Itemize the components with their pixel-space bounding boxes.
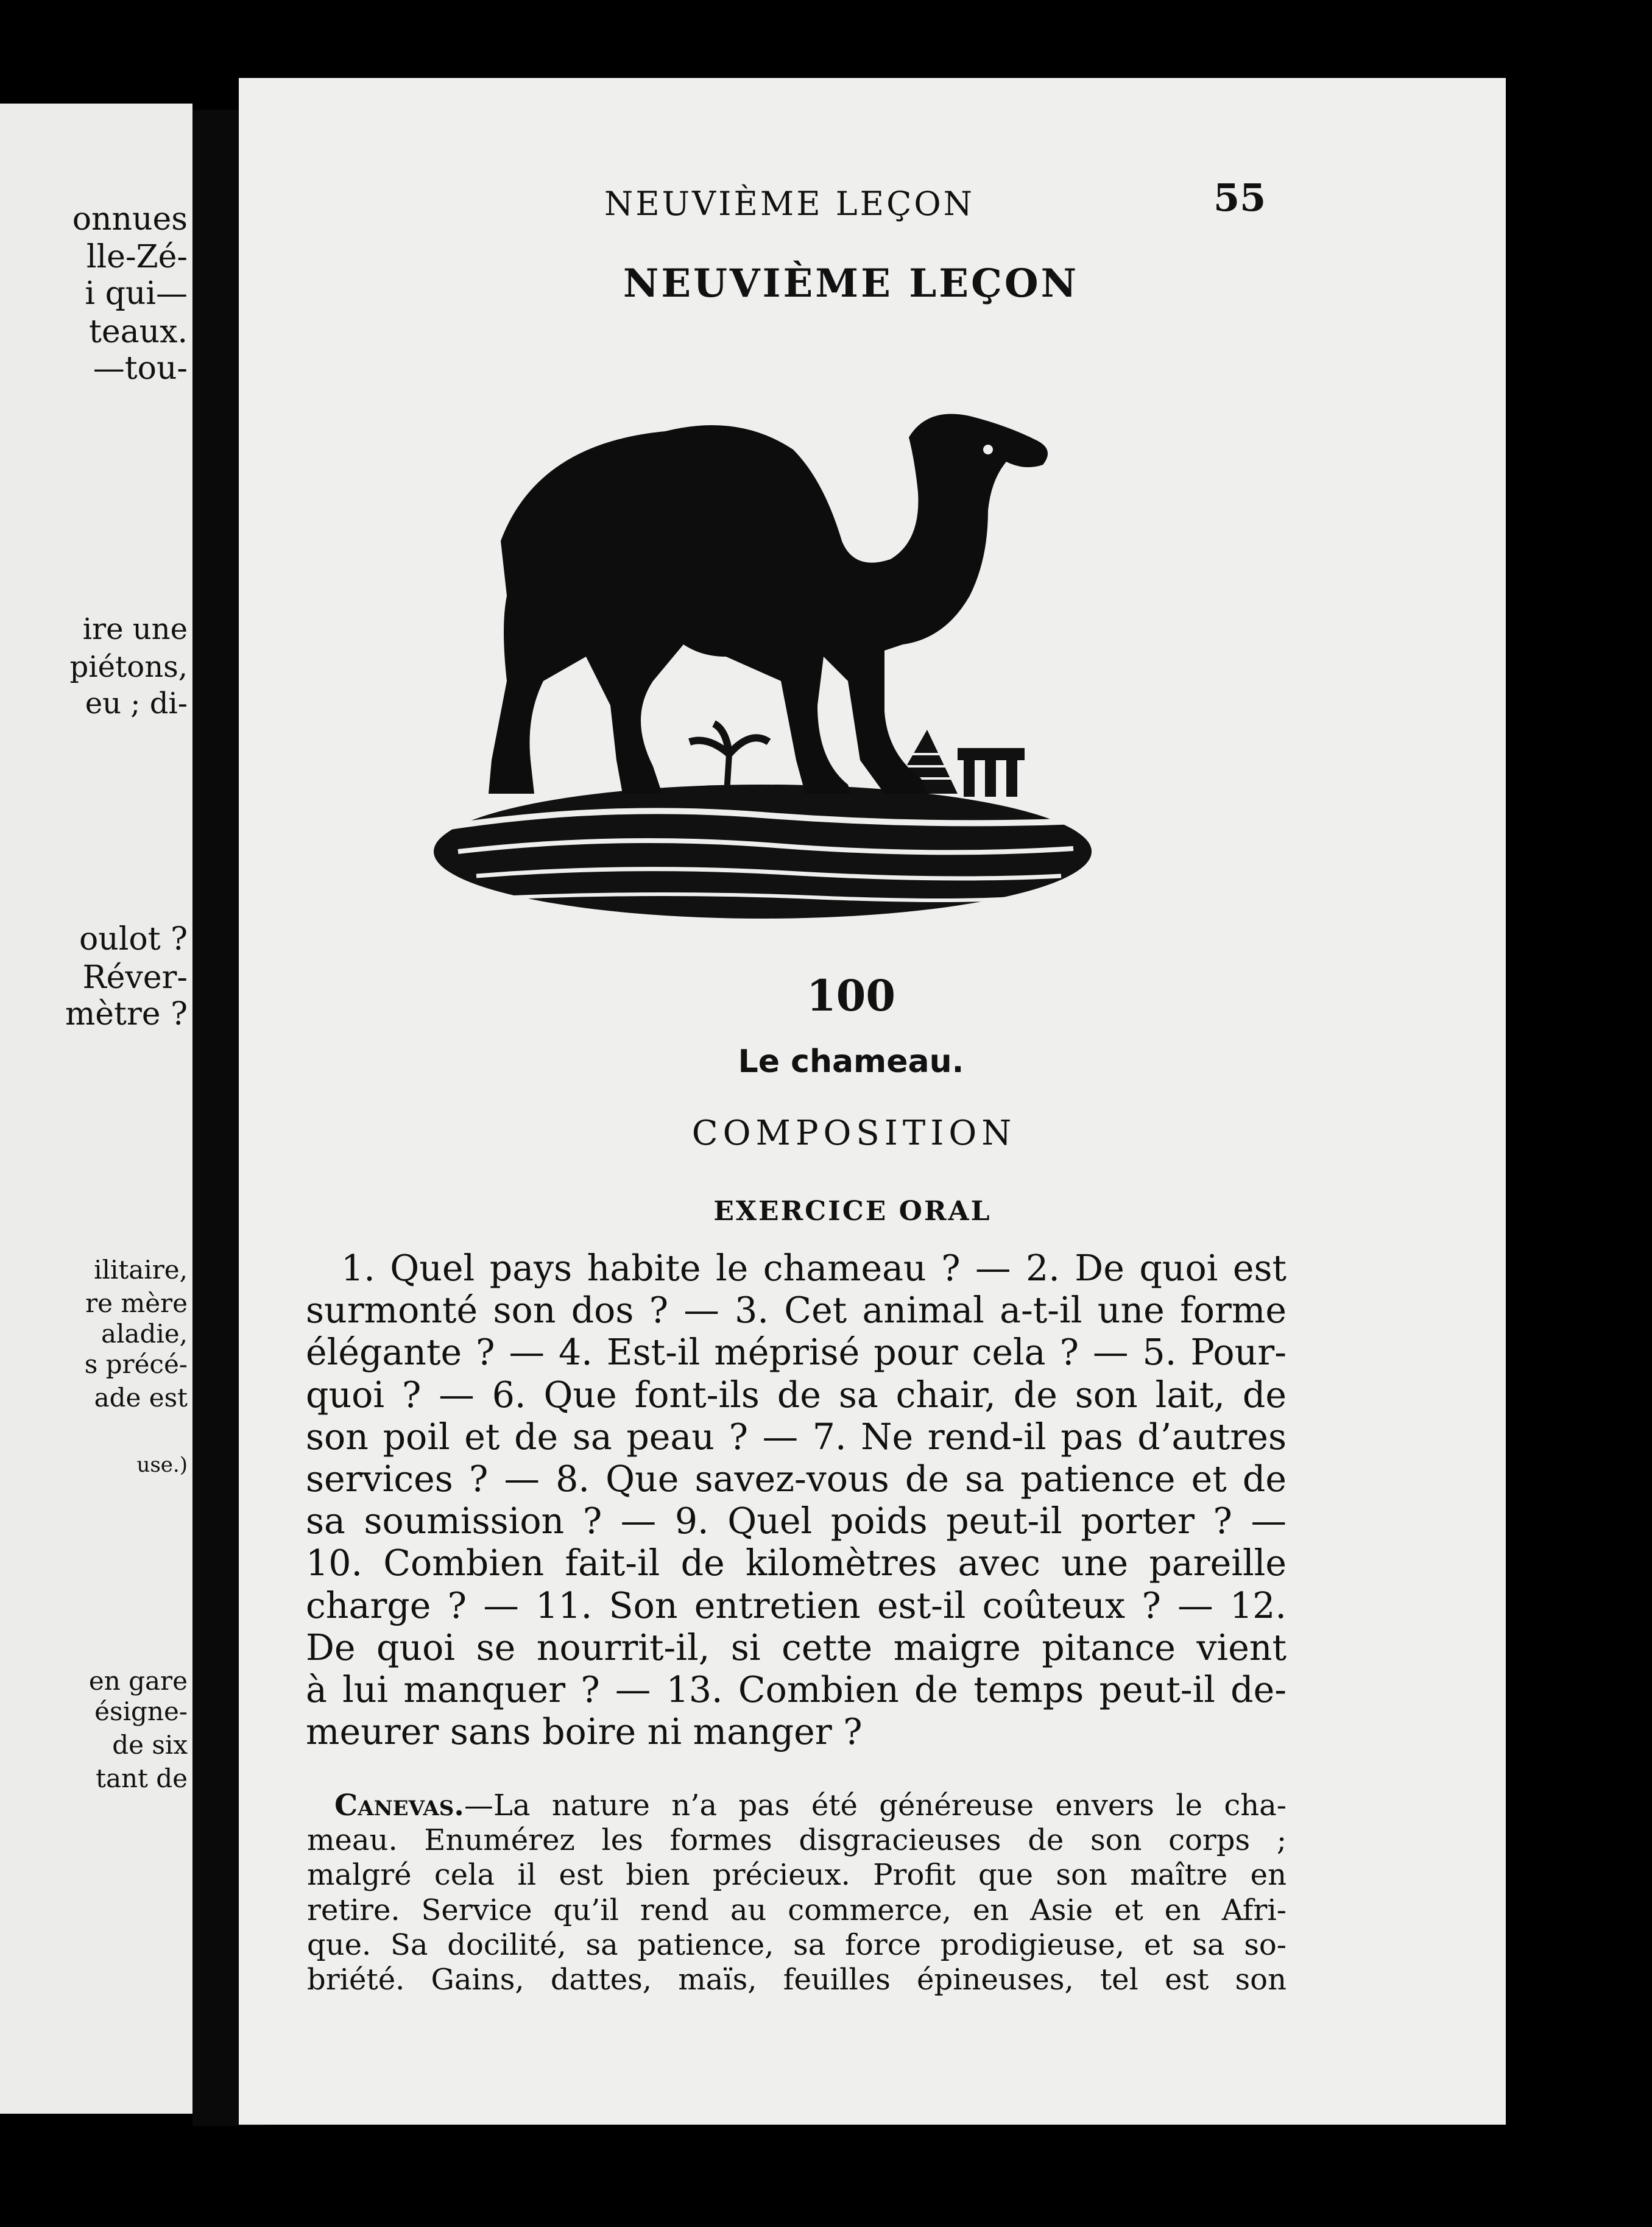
facing-page-line: piétons, (69, 650, 188, 684)
text-line: quoi ? — 6. Que font-ils de sa chair, de son lait, de (306, 1374, 1287, 1416)
text-line: sa soumission ? — 9. Quel poids peut-il porter ? — (306, 1500, 1287, 1542)
text-line: 1. Quel pays habite le chameau ? — 2. De quoi est (341, 1248, 1287, 1289)
canevas-text: —La nature n’a pas été généreuse envers le cha- (464, 1788, 1287, 1823)
facing-page-line: mètre ? (65, 996, 188, 1032)
facing-page-line: lle-Zé- (86, 239, 188, 275)
facing-page-line: i qui— (85, 275, 188, 312)
canevas-label: Canevas. (334, 1788, 464, 1823)
facing-page-line: —tou- (93, 350, 188, 387)
book-page (239, 78, 1506, 2125)
text-line: meau. Enumérez les formes disgracieuses de son corps ; (307, 1823, 1287, 1858)
running-head: NEUVIÈME LEÇON (604, 185, 975, 223)
exercise-number: 100 (806, 970, 896, 1021)
facing-page-line: en gare (88, 1666, 188, 1696)
facing-page-line: eu ; di- (85, 686, 188, 721)
text-line: que. Sa docilité, sa patience, sa force prodigieuse, et sa so- (307, 1927, 1287, 1962)
text-line: élégante ? — 4. Est-il méprisé pour cela ? — 5. Pour- (306, 1332, 1287, 1374)
text-line: De quoi se nourrit-il, si cette maigre pitance vient (306, 1626, 1287, 1668)
facing-page-line: re mère (85, 1288, 188, 1318)
text-line: malgré cela il est bien précieux. Profit que son maître en (307, 1858, 1287, 1893)
facing-page-line: Réver- (82, 959, 188, 996)
canevas-paragraph (307, 1788, 1287, 1997)
text-line: son poil et de sa peau ? — 7. Ne rend-il pas d’autres (306, 1416, 1287, 1458)
facing-page-line: ilitaire, (94, 1255, 188, 1285)
text-line: charge ? — 11. Son entretien est-il coûteux ? — 12. (306, 1584, 1287, 1626)
text-line: meurer sans boire ni manger ? (306, 1711, 863, 1753)
facing-page-line: s précé- (84, 1349, 188, 1379)
subsection-heading: EXERCICE ORAL (713, 1196, 992, 1227)
section-heading: COMPOSITION (691, 1114, 1017, 1153)
facing-page-line: ésigne- (94, 1696, 188, 1726)
facing-page-line: onnues (72, 201, 188, 238)
lesson-title: NEUVIÈME LEÇON (623, 261, 1079, 306)
text-line: services ? — 8. Que savez-vous de sa patience et de (306, 1458, 1287, 1500)
questions-paragraph (306, 1248, 1287, 1753)
facing-page-line: de six (112, 1730, 188, 1760)
facing-page-fragment (0, 104, 192, 2114)
text-line: à lui manquer ? — 13. Combien de temps peut-il de- (306, 1669, 1287, 1711)
text-line: 10. Combien fait-il de kilomètres avec une pareille (306, 1542, 1287, 1584)
facing-page-line: teaux. (88, 314, 188, 350)
text-line: retire. Service qu’il rend au commerce, en Asie et en Afri- (307, 1893, 1287, 1927)
facing-page-line: ire une (82, 612, 188, 646)
text-line: briété. Gains, dattes, maïs, feuilles épineuses, tel est son (307, 1963, 1287, 1997)
camel-illustration-icon (422, 340, 1092, 937)
facing-page-line: oulot ? (79, 921, 188, 958)
page-number: 55 (1213, 175, 1266, 220)
text-line: surmonté son dos ? — 3. Cet animal a-t-il une forme (306, 1290, 1287, 1332)
facing-page-line: aladie, (101, 1319, 188, 1349)
facing-page-line: use.) (136, 1453, 188, 1477)
exercise-title: Le chameau. (738, 1043, 964, 1080)
facing-page-line: tant de (96, 1763, 188, 1793)
facing-page-line: ade est (94, 1383, 188, 1413)
text-line (307, 1788, 1287, 1823)
